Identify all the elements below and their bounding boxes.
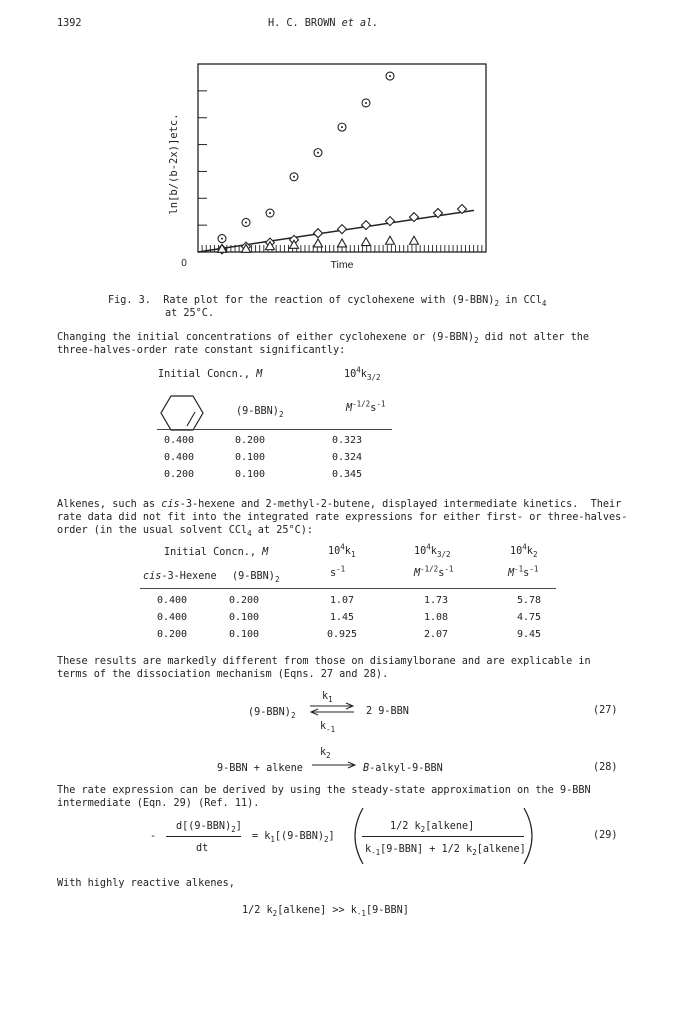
eq28-number: (28) [593, 762, 618, 773]
paragraph-4-line1: The rate expression can be derived by using the steady-state approximation on the 9-BBN [57, 785, 591, 796]
y-axis-label: ln[b/(b-2x)]etc. [168, 113, 180, 215]
table2-cell: 0.100 [228, 612, 260, 623]
table2-cell: 0.100 [228, 629, 260, 640]
eq29-minus: - [150, 831, 157, 842]
eq29-numerator: $d[(9-BBN)_2]$ [176, 821, 242, 835]
eq29-inner-fraction-bar [362, 836, 524, 837]
table2-cell: 2.07 [423, 629, 449, 640]
diamond-point [362, 221, 371, 230]
eq29-fraction-bar [166, 836, 241, 837]
table1-cell: 0.100 [234, 452, 266, 463]
table1-cell: 0.200 [163, 469, 195, 480]
table1-cell: 0.345 [331, 469, 363, 480]
table1-cell: 0.324 [331, 452, 363, 463]
table2-cell: 1.08 [423, 612, 449, 623]
circled-dot-center [341, 126, 343, 128]
circled-dot-center [293, 176, 295, 178]
table1-row [159, 432, 393, 449]
paragraph-3-line1: These results are markedly different from those on disiamylborane and are explicable in [57, 656, 591, 667]
table1-body [159, 432, 393, 483]
table2-row [152, 592, 574, 609]
origin-label: 0 [181, 258, 187, 269]
table2-unit-k2: $M^{-1}s^{-1}$ [508, 564, 539, 579]
paragraph-5-line1: With highly reactive alkenes, [57, 878, 235, 889]
eq29-number: (29) [593, 830, 618, 841]
eq27-number: (27) [593, 705, 618, 716]
table2-header-k2: $10^4k_2$ [510, 542, 538, 560]
paragraph-4-line2: intermediate (Eqn. 29) (Ref. 11). [57, 798, 260, 809]
table2-unit-k32: $M^{-1/2}s^{-1}$ [414, 564, 454, 579]
table2-rule [140, 588, 556, 589]
eq29-denominator: dt [196, 843, 209, 854]
page-number: 1392 [57, 18, 82, 29]
paragraph-2-line3: order (in the usual solvent CCl$_4$ at 25°C): [57, 525, 313, 539]
table1-col2-header: $(9-BBN)_2$ [236, 406, 284, 420]
paragraph-2-line2: rate data did not fit into the integrated rate expressions for either first- or three-halves- [57, 512, 628, 523]
table1-header-concn: Initial Concn., M [158, 369, 263, 380]
eq27-k1: $k_1$ [322, 691, 333, 705]
running-head: H. C. BROWN et al. [268, 18, 379, 29]
table1-cell: 0.400 [163, 435, 195, 446]
table1-row [159, 466, 393, 483]
triangle-point [410, 236, 419, 244]
eq27-right: 2 9-BBN [366, 706, 409, 717]
table2-cell: 9.45 [516, 629, 542, 640]
table1-cell: 0.100 [234, 469, 266, 480]
paragraph-1-line2: three-halves-order rate constant significantly: [57, 345, 346, 356]
table2-cell: 1.45 [329, 612, 355, 623]
inequality: 1/2 $k_2[alkene] >> k_{-1}[9-BBN]$ [242, 905, 409, 919]
table2-cell: 0.400 [156, 612, 188, 623]
circled-dot-center [221, 238, 223, 240]
table1-rule [157, 429, 392, 430]
triangle-point [314, 239, 323, 247]
diamond-point [314, 229, 323, 238]
table2-header-concn: Initial Concn., M [164, 547, 269, 558]
circled-dot-center [245, 221, 247, 223]
table1-header-k: $10^4k_{3/2}$ [344, 365, 381, 383]
x-axis-label: Time [330, 259, 354, 271]
right-paren-icon [520, 806, 542, 866]
table2-header-k32: $10^4k_{3/2}$ [414, 542, 451, 560]
table2-col1-header: cis-3-Hexene [143, 571, 217, 582]
plot-frame [198, 64, 486, 252]
paragraph-3-line2: terms of the dissociation mechanism (Eqns. 27 and 28). [57, 669, 389, 680]
table2-row [152, 626, 574, 643]
table2-col2-header: $(9-BBN)_2$ [232, 571, 280, 585]
triangle-point [386, 236, 395, 244]
table2-cell: 1.73 [423, 595, 449, 606]
paragraph-2-line1: Alkenes, such as cis-3-hexene and 2-methyl-2-butene, displayed intermediate kinetics. Their [57, 499, 622, 510]
table1-cell: 0.400 [163, 452, 195, 463]
eq28-right: B-alkyl-9-BBN [363, 763, 443, 774]
diamond-point [338, 225, 347, 234]
circled-dot-center [365, 102, 367, 104]
table2-cell: 0.400 [156, 595, 188, 606]
eq28-k2: $k_2$ [320, 747, 331, 761]
eq27-k-1: $k_{-1}$ [320, 721, 336, 735]
eq27-left: $(9-BBN)_2$ [248, 707, 296, 721]
circled-dot-center [269, 212, 271, 214]
table2-cell: 0.925 [326, 629, 358, 640]
eq29-middle: = $k_1[(9-BBN)_2]$ [252, 831, 335, 845]
figure-caption: Fig. 3. Rate plot for the reaction of cyclohexene with $(9-BBN)_2$ in CCl$_4$ [108, 295, 547, 309]
table2-cell: 5.78 [516, 595, 542, 606]
table2-cell: 0.200 [156, 629, 188, 640]
circled-dot-center [389, 75, 391, 77]
paragraph-1-line1: Changing the initial concentrations of either cyclohexene or $(9-BBN)_2$ did not alter the [57, 332, 589, 346]
figure-caption-line2: at 25°C. [165, 308, 215, 319]
table2-cell: 1.07 [329, 595, 355, 606]
circled-dot-center [317, 152, 319, 154]
eq29-inner-denominator: $k_{-1}[9-BBN] + 1/2$ $k_2[alkene]$ [365, 844, 526, 858]
reaction-arrow-icon [310, 760, 358, 770]
table2-cell: 0.200 [228, 595, 260, 606]
cyclohexene-structure-icon [160, 394, 204, 432]
table1-row [159, 449, 393, 466]
equilibrium-arrows-icon [308, 702, 356, 716]
table2-body [152, 592, 574, 643]
eq28-left: 9-BBN + alkene [217, 763, 303, 774]
table2-unit-k1: $s^{-1}$ [330, 564, 346, 579]
triangle-point [362, 238, 371, 246]
table1-cell: 0.200 [234, 435, 266, 446]
table2-header-k1: $10^4k_1$ [328, 542, 356, 560]
rate-plot [160, 56, 505, 288]
table1-cell: 0.323 [331, 435, 363, 446]
triangle-point [338, 239, 347, 247]
table1-units: $M^{-1/2}s^{-1}$ [346, 399, 386, 414]
table2-cell: 4.75 [516, 612, 542, 623]
eq29-inner-numerator: 1/2 $k_2[alkene]$ [390, 821, 475, 835]
table2-row [152, 609, 574, 626]
